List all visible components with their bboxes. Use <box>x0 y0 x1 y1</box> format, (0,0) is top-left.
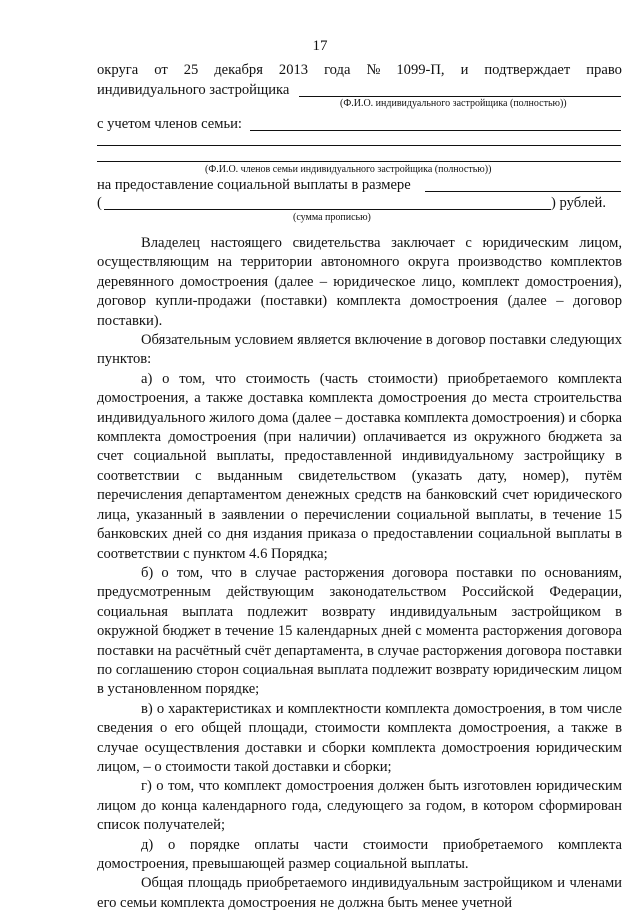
page-number: 17 <box>312 38 328 54</box>
paragraph-condition: Обязательным условием является включение в договор поставки следующих пунктов: <box>97 332 622 368</box>
family-line-2 <box>97 145 621 146</box>
paragraph-item-v: в) о характеристиках и комплектности комплекта домостроения, в том числе сведения о его общей площади, стоимости комплекта домостроения, а также в случае осуществления доставки и сборки комплекта домостроения юридическим лицом, – о стоимости такой доставки и сборки; <box>97 700 622 775</box>
family-caption: (Ф.И.О. членов семьи индивидуального застройщика (полностью)) <box>205 164 492 175</box>
header-line-1 <box>97 62 622 79</box>
header-line-1-word: право <box>586 62 622 78</box>
family-line-3 <box>97 161 621 162</box>
header-line-1-word: года <box>324 62 351 78</box>
header-line-1-word: и <box>460 62 469 78</box>
paragraph-item-a: а) о том, что стоимость (часть стоимости) приобретаемого комплекта домостроения, а также доставка комплекта домостроения до места строительства индивидуального жилого дома (далее – доставка комплекта домостроения) и сборка комплекта домостроения (при наличии) оплачивается из окружного бюджета за счет социальной выплаты, предоставленной индивидуальному застройщику в соответствии с выданным свидетельством (указать дату, номер), путём перечисления департаментом денежных средств на банковский счет юридического лица, указанный в заявлении о перечислении социальной выплаты, в течение 15 банковских дней со дня издания приказа о предоставлении социальной выплаты в соответствии с пунктом 4.6 Порядка; <box>97 370 622 562</box>
header-line-1-word: от <box>154 62 168 78</box>
owner-name-line <box>299 96 621 97</box>
sum-words-line <box>104 209 551 210</box>
family-label: с учетом членов семьи: <box>97 116 242 132</box>
document-body <box>97 234 622 913</box>
header-line-1-word: 1099-П, <box>396 62 445 78</box>
paragraph-item-b: б) о том, что в случае расторжения договора поставки по основаниям, предусмотренным действующим законодательством Российской Федерации, социальная выплата подлежит возврату индивидуальным застройщиком в окружной бюджет в течение 15 календарных дней с момента расторжения договора поставки на расчётный счёт департамента, в случае расторжения договора поставки по соглашению сторон социальная выплата подлежит возврату юридическим лицом в установленном порядке; <box>97 564 622 698</box>
header-line-1-word: округа <box>97 62 139 78</box>
owner-label: индивидуального застройщика <box>97 82 290 98</box>
sum-caption: (сумма прописью) <box>293 212 371 223</box>
paragraph-item-g: г) о том, что комплект домостроения должен быть изготовлен юридическим лицом до конца календарного года, следующего за годом, в котором сформирован список получателей; <box>97 778 622 834</box>
rubles-label: ) рублей. <box>551 195 606 211</box>
header-line-1-word: № <box>366 62 381 78</box>
header-line-1-word: декабря <box>214 62 263 78</box>
paragraph-item-d: д) о порядке оплаты части стоимости приобретаемого комплекта домостроения, превышающей размер социальной выплаты. <box>97 836 622 872</box>
header-line-1-word: подтверждает <box>484 62 571 78</box>
payment-amount-line <box>425 191 621 192</box>
open-paren: ( <box>97 195 102 211</box>
payment-label: на предоставление социальной выплаты в размере <box>97 177 411 193</box>
header-line-1-word: 25 <box>183 62 199 78</box>
family-line-1 <box>250 130 621 131</box>
paragraph-intro: Владелец настоящего свидетельства заключает с юридическим лицом, осуществляющим на территории автономного округа производство комплектов деревянного домостроения (далее – юридическое лицо, комплект домостроения), договор купли-продажи (поставки) комплекта домостроения (далее – договор поставки). <box>97 235 622 329</box>
paragraph-area: Общая площадь приобретаемого индивидуальным застройщиком и членами его семьи комплекта домостроения не должна быть менее учетной <box>97 875 622 911</box>
owner-caption: (Ф.И.О. индивидуального застройщика (полностью)) <box>340 98 567 109</box>
header-line-1-word: 2013 <box>278 62 309 78</box>
